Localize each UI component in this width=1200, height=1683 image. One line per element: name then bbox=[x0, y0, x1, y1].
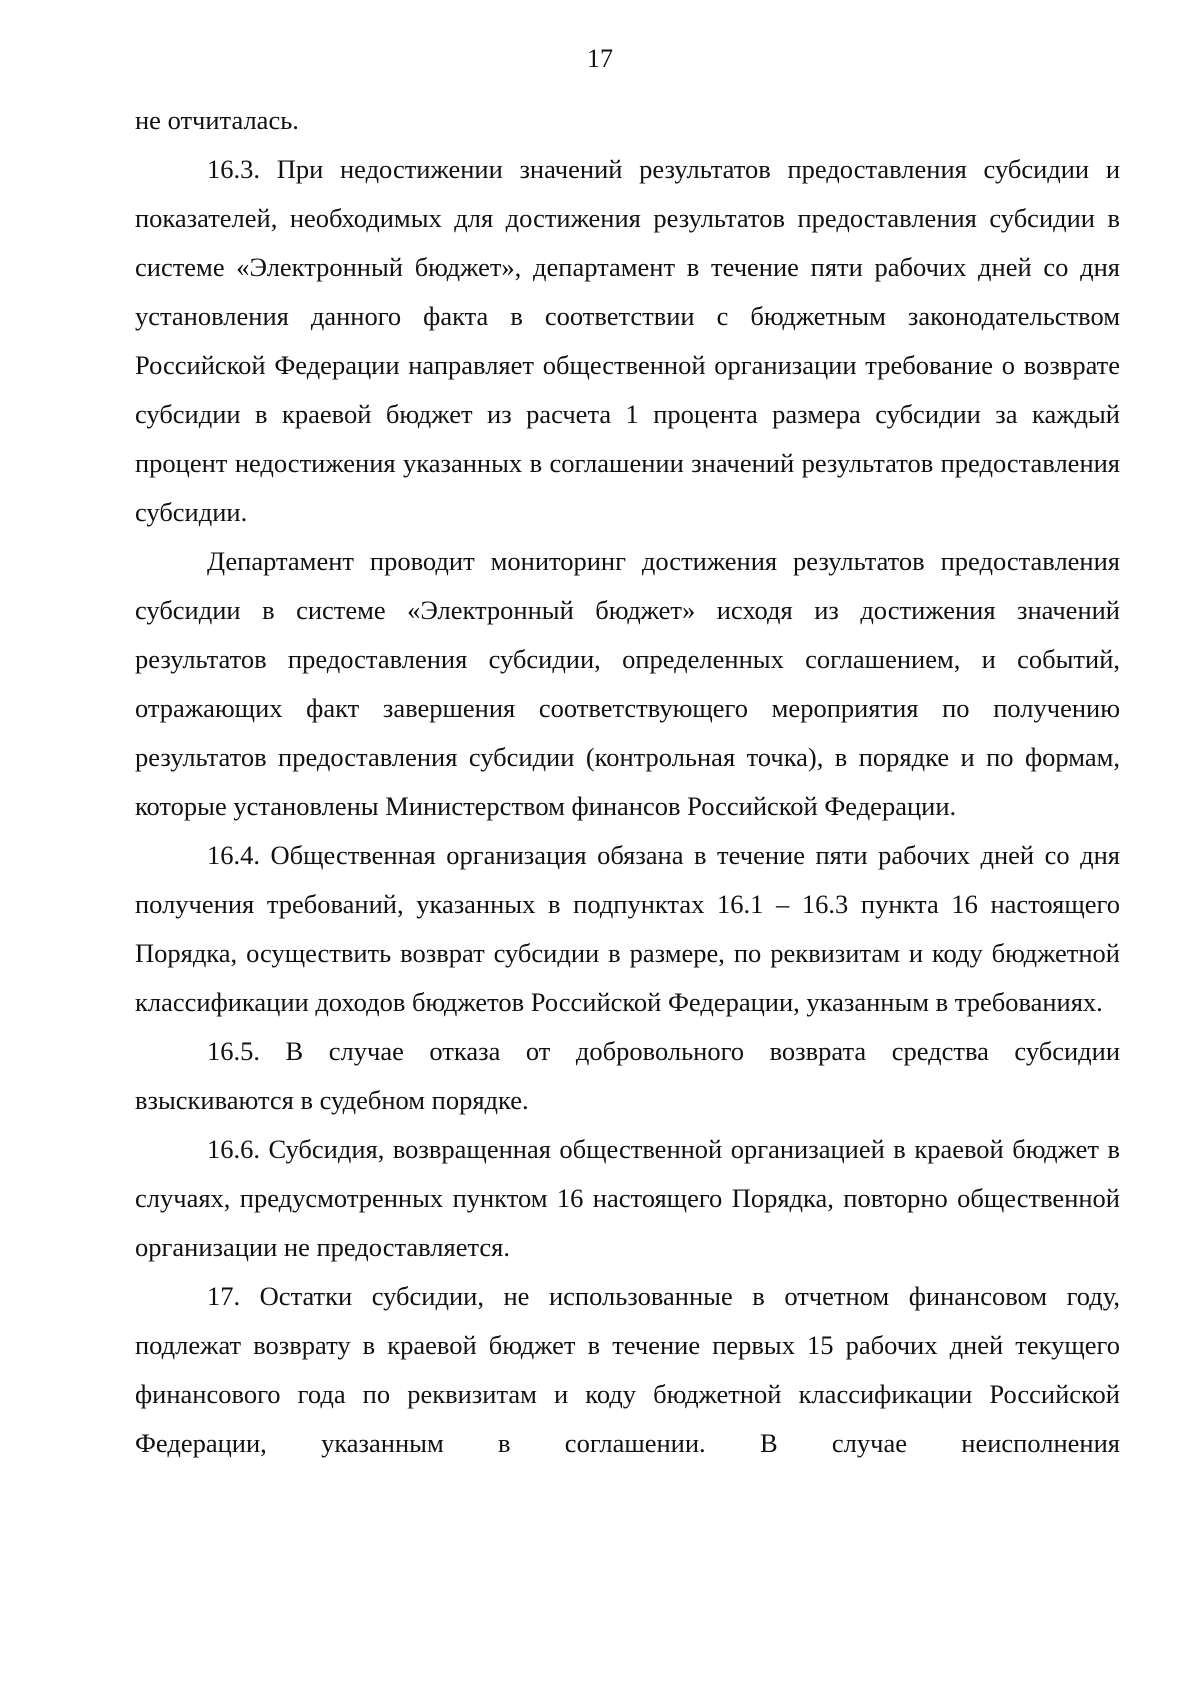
document-body bbox=[135, 96, 1120, 1468]
paragraph-17: 17. Остатки субсидии, не использованные в отчетном финансовом году, подлежат возврату в краевой бюджет в течение первых 15 рабочих дней текущего финансового года по реквизитам и коду бюджетной классификации Российской Федерации, указанным в соглашении. В случае неисполнения bbox=[135, 1281, 1120, 1458]
paragraph-16-6: 16.6. Субсидия, возвращенная общественной организацией в краевой бюджет в случаях, предусмотренных пунктом 16 настоящего Порядка, повторно общественной организации не предоставляется. bbox=[135, 1134, 1120, 1262]
page-number: 17 bbox=[587, 44, 613, 73]
paragraph-monitoring: Департамент проводит мониторинг достижения результатов предоставления субсидии в системе «Электронный бюджет» исходя из достижения значений результатов предоставления субсидии, определенных соглашением, и событий, отражающих факт завершения соответствующего мероприятия по получению результатов предоставления субсидии (контрольная точка), в порядке и по формам, которые установлены Министерством финансов Российской Федерации. bbox=[135, 546, 1120, 821]
paragraph-continuation: не отчиталась. bbox=[135, 105, 299, 135]
paragraph-16-5: 16.5. В случае отказа от добровольного возврата средства субсидии взыскиваются в судебном порядке. bbox=[135, 1036, 1120, 1115]
paragraph-16-3: 16.3. При недостижении значений результатов предоставления субсидии и показателей, необходимых для достижения результатов предоставления субсидии в системе «Электронный бюджет», департамент в течение пяти рабочих дней со дня установления данного факта в соответствии с бюджетным законодательством Российской Федерации направляет общественной организации требование о возврате субсидии в краевой бюджет из расчета 1 процента размера субсидии за каждый процент недостижения указанных в соглашении значений результатов предоставления субсидии. bbox=[135, 154, 1120, 527]
paragraph-16-4: 16.4. Общественная организация обязана в течение пяти рабочих дней со дня получения требований, указанных в подпунктах 16.1 – 16.3 пункта 16 настоящего Порядка, осуществить возврат субсидии в размере, по реквизитам и коду бюджетной классификации доходов бюджетов Российской Федерации, указанным в требованиях. bbox=[135, 840, 1120, 1017]
